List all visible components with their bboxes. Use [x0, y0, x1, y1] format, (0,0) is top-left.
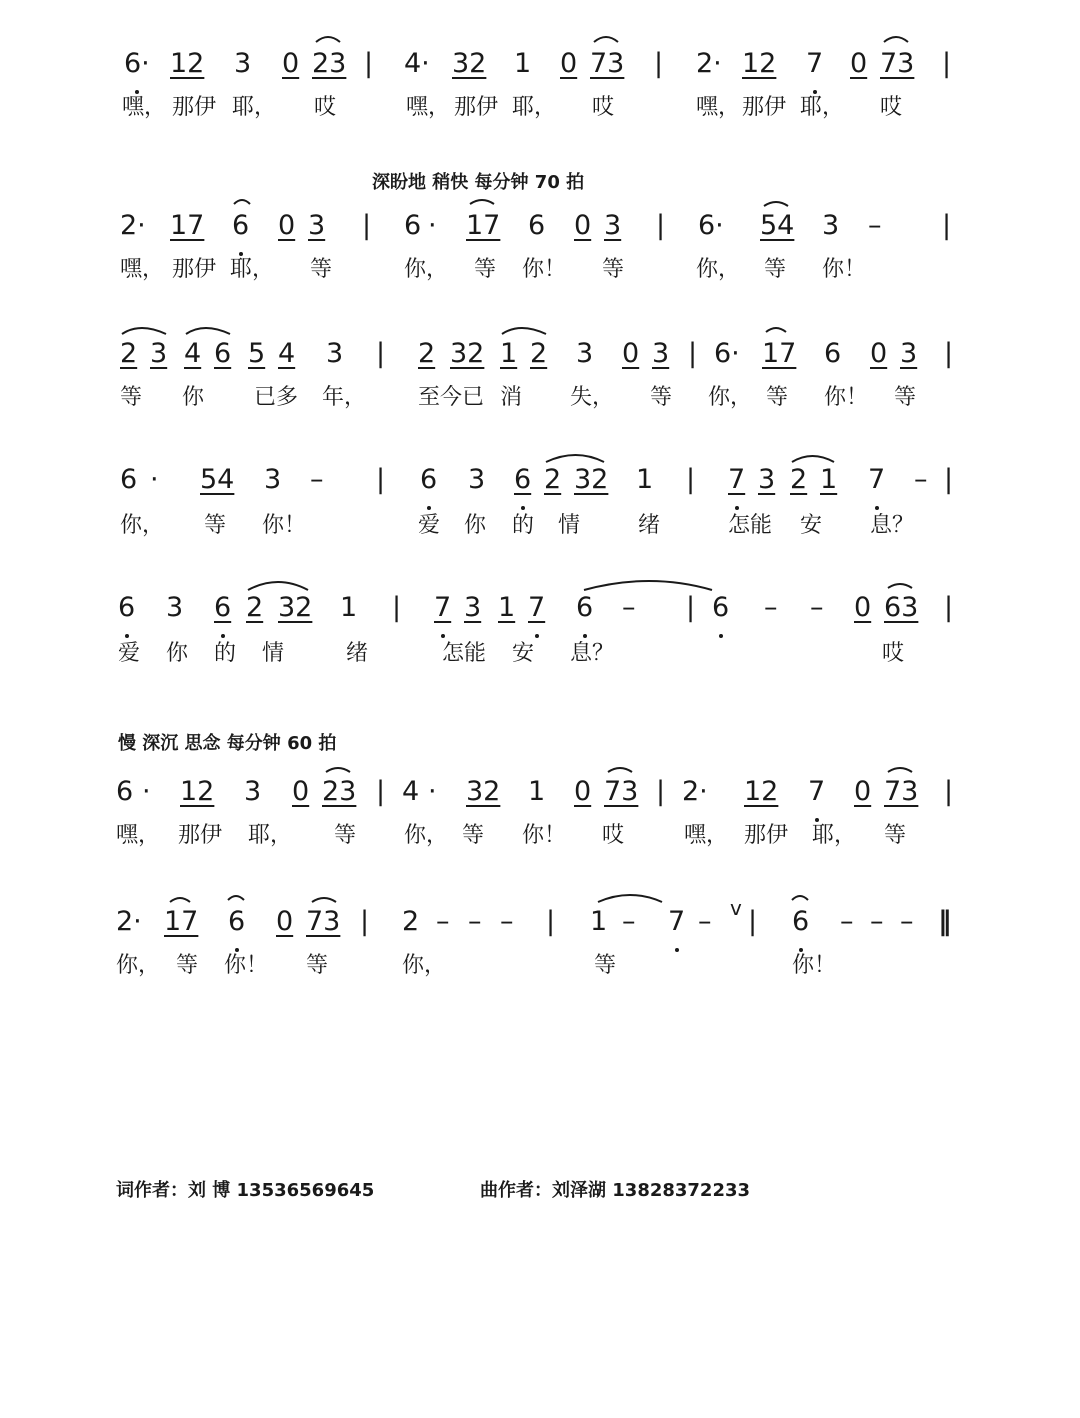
lyric: 已多 [254, 385, 299, 410]
dash: – [810, 592, 824, 623]
lyric: 等 [462, 823, 485, 848]
lyric: 你！ [792, 953, 837, 978]
note: 3 [234, 48, 252, 79]
barline: | [686, 592, 696, 623]
lyric: 息？ [570, 641, 615, 666]
lyric: 那伊 [172, 95, 217, 120]
score-system-1-notes [0, 44, 1080, 84]
note: 2 [530, 338, 548, 369]
lyric: 你 [182, 385, 205, 410]
lyric: 耶， [230, 257, 275, 282]
note: 73 [590, 48, 625, 79]
note: 6 [118, 588, 135, 628]
lyric: 等 [764, 257, 787, 282]
lyric: 等 [884, 823, 907, 848]
lyric: 你！ [224, 953, 269, 978]
lyric: 等 [306, 953, 329, 978]
dash: – [468, 906, 482, 937]
lyric: 你 [464, 513, 487, 538]
note: 3 [244, 776, 262, 807]
note: 3 [468, 464, 486, 495]
barline: | [656, 210, 666, 241]
note: 1 [528, 776, 546, 807]
note: 2· [116, 906, 142, 937]
slur-mark [884, 37, 908, 42]
note: 6· [714, 338, 740, 369]
score-system-6-notes [0, 772, 1080, 812]
fermata-mark [234, 200, 250, 204]
dash: – [622, 906, 636, 937]
note: 54 [200, 464, 235, 495]
dash: – [914, 464, 928, 495]
note: 3 [308, 210, 326, 241]
note: 17 [164, 906, 199, 937]
note: 6 [792, 902, 809, 942]
composer-credit: 曲作者：刘泽湖 13828372233 [480, 1180, 751, 1201]
note: 23 [322, 776, 357, 807]
note: 0 [282, 48, 300, 79]
note: 4 [278, 338, 296, 369]
lyric: 等 [334, 823, 357, 848]
note: 2 [418, 338, 436, 369]
note: 6 [514, 460, 531, 500]
barline: | [376, 776, 386, 807]
note: 0 [278, 210, 296, 241]
lyric: 嘿， [684, 823, 729, 848]
slur-mark [316, 37, 340, 42]
lyric: 你， [708, 385, 753, 410]
note: 3 [150, 338, 168, 369]
note: 1 [514, 48, 532, 79]
dash: – [698, 906, 712, 937]
note: 2 [402, 906, 420, 937]
note: 32 [278, 592, 313, 623]
note: 17 [170, 210, 205, 241]
lyric: 耶， [512, 95, 557, 120]
note: 7 [728, 460, 745, 500]
lyric: 怎能 [728, 513, 773, 538]
lyric: 嘿， [122, 95, 167, 120]
note: 6 [214, 588, 231, 628]
note: 12 [180, 776, 215, 807]
note: 17 [762, 338, 797, 369]
note: 7 [668, 902, 685, 942]
note: 7 [868, 460, 885, 500]
note: 0 [276, 906, 294, 937]
note: 0 [854, 592, 872, 623]
note: 7 [808, 772, 825, 812]
lyric: 耶， [232, 95, 277, 120]
note: 32 [574, 464, 609, 495]
barline: | [942, 48, 952, 79]
score-system-4-notes [0, 460, 1080, 500]
tie-mark [598, 895, 662, 902]
lyric: 的 [512, 513, 535, 538]
lyric: 嘿， [406, 95, 451, 120]
dot: · [150, 464, 159, 495]
lyric: 嘿， [120, 257, 165, 282]
note: 73 [306, 906, 341, 937]
score-system-3-notes [0, 334, 1080, 374]
score-system-2-lyrics [0, 254, 1080, 286]
lyric: 至今已 [418, 385, 485, 410]
lyric: 爱 [418, 513, 441, 538]
note: 6 [824, 338, 842, 369]
score-system-6-lyrics [0, 820, 1080, 852]
lyric: 等 [894, 385, 917, 410]
lyric: 等 [120, 385, 143, 410]
lyric: 的 [214, 641, 237, 666]
lyric: 那伊 [454, 95, 499, 120]
note: 6 [232, 206, 249, 246]
lyric: 你， [696, 257, 741, 282]
note: 3 [652, 338, 670, 369]
note: 2 [120, 338, 138, 369]
lyric: 情 [558, 513, 581, 538]
dash: – [840, 906, 854, 937]
lyric: 你！ [262, 513, 307, 538]
note: 7 [434, 588, 451, 628]
note: 3 [822, 210, 840, 241]
lyric: 等 [310, 257, 333, 282]
dash: – [310, 464, 324, 495]
lyric: 等 [176, 953, 199, 978]
score-system-7-notes [0, 896, 1080, 942]
note: 0 [574, 776, 592, 807]
lyric: 你， [404, 823, 449, 848]
note: 1 [340, 592, 358, 623]
note: 63 [884, 592, 919, 623]
barline: | [944, 776, 954, 807]
lyric: 哎 [602, 823, 625, 848]
note: 3 [576, 338, 594, 369]
note: 12 [742, 48, 777, 79]
lyric: 那伊 [742, 95, 787, 120]
dash: – [900, 906, 914, 937]
note: 73 [884, 776, 919, 807]
note: 3 [264, 464, 282, 495]
fermata-mark [792, 896, 808, 900]
note: 2 [246, 592, 264, 623]
note: 23 [312, 48, 347, 79]
note: 0 [560, 48, 578, 79]
note: 4 [184, 338, 202, 369]
lyric: 哎 [314, 95, 337, 120]
lyric: 等 [474, 257, 497, 282]
note: 1 [590, 906, 608, 937]
dash: – [500, 906, 514, 937]
barline: | [688, 338, 698, 369]
lyric: 嘿， [696, 95, 741, 120]
note: 3 [758, 464, 776, 495]
barline: | [944, 338, 954, 369]
note: 7 [806, 44, 823, 84]
note: 6· [124, 44, 150, 84]
note: 0 [574, 210, 592, 241]
lyric: 你！ [522, 257, 567, 282]
note: 73 [604, 776, 639, 807]
note: 12 [170, 48, 205, 79]
note: 2 [790, 464, 808, 495]
note: 6 [116, 776, 134, 807]
lyric: 哎 [592, 95, 615, 120]
score-system-2-notes [0, 206, 1080, 246]
note: 2· [696, 48, 722, 79]
note: 73 [880, 48, 915, 79]
dash: – [436, 906, 450, 937]
lyric: 那伊 [744, 823, 789, 848]
note: 3 [604, 210, 622, 241]
dash: – [870, 906, 884, 937]
lyric: 消 [500, 385, 523, 410]
fermata-mark [228, 896, 244, 900]
score-system-7-lyrics [0, 950, 1080, 982]
slur-mark [766, 328, 786, 332]
lyric: 你， [402, 953, 447, 978]
note: 17 [466, 210, 501, 241]
dash: – [622, 592, 636, 623]
barline: | [362, 210, 372, 241]
note: 6 [404, 210, 422, 241]
lyric: 你！ [822, 257, 867, 282]
note: 6· [698, 210, 724, 241]
note: 3 [900, 338, 918, 369]
lyricist-credit: 词作者：刘 博 13536569645 [116, 1180, 375, 1201]
score-system-4-lyrics [0, 510, 1080, 542]
note: 32 [452, 48, 487, 79]
score-system-5-lyrics [0, 638, 1080, 670]
lyric: 等 [602, 257, 625, 282]
note: 1 [500, 338, 518, 369]
lyric: 你！ [824, 385, 869, 410]
note: 4 [402, 776, 420, 807]
final-barline: ‖ [938, 906, 952, 937]
barline: | [942, 210, 952, 241]
lyric: 绪 [346, 641, 369, 666]
note: 6 [120, 464, 138, 495]
note: 1 [498, 592, 516, 623]
note: 1 [820, 464, 838, 495]
note: 6 [228, 902, 245, 942]
score-system-3-lyrics [0, 382, 1080, 414]
lyric: 情 [262, 641, 285, 666]
dot: · [428, 210, 437, 241]
barline: | [944, 464, 954, 495]
note: 2· [120, 210, 146, 241]
note: 6 [214, 338, 232, 369]
barline: | [364, 48, 374, 79]
note: 0 [870, 338, 888, 369]
barline: | [748, 906, 758, 937]
lyric: 等 [650, 385, 673, 410]
slur-mark [594, 37, 618, 42]
note: 5 [248, 338, 266, 369]
note: 32 [466, 776, 501, 807]
note: 3 [166, 592, 184, 623]
lyric: 安 [800, 513, 823, 538]
lyric: 你 [166, 641, 189, 666]
lyric: 哎 [880, 95, 903, 120]
lyric: 你！ [522, 823, 567, 848]
lyric: 绪 [638, 513, 661, 538]
lyric: 失， [570, 385, 615, 410]
note: 0 [854, 776, 872, 807]
note: 0 [850, 48, 868, 79]
note: 12 [744, 776, 779, 807]
tempo-marking: 慢 深沉 思念 每分钟 60 拍 [118, 733, 337, 754]
dash: – [868, 210, 882, 241]
note: 3 [326, 338, 344, 369]
barline: | [654, 48, 664, 79]
breath-mark: v [730, 896, 742, 920]
barline: | [376, 338, 386, 369]
barline: | [944, 592, 954, 623]
lyric: 你， [120, 513, 165, 538]
barline: | [546, 906, 556, 937]
barline: | [376, 464, 386, 495]
barline: | [360, 906, 370, 937]
lyric: 你， [404, 257, 449, 282]
note: 32 [450, 338, 485, 369]
barline: | [392, 592, 402, 623]
slur-mark [470, 200, 494, 204]
barline: | [686, 464, 696, 495]
dot: · [142, 776, 151, 807]
note: 0 [292, 776, 310, 807]
note: 1 [636, 464, 654, 495]
lyric: 耶， [812, 823, 857, 848]
note: 6 [420, 460, 437, 500]
note: 4· [404, 48, 430, 79]
note: 3 [464, 592, 482, 623]
score-system-5-notes [0, 588, 1080, 628]
lyric: 息？ [870, 513, 915, 538]
note: 54 [760, 210, 795, 241]
lyric: 那伊 [178, 823, 223, 848]
lyric: 耶， [800, 95, 845, 120]
score-system-1-lyrics [0, 92, 1080, 124]
note: 0 [622, 338, 640, 369]
lyric: 耶， [248, 823, 293, 848]
dot: · [428, 776, 437, 807]
barline: | [656, 776, 666, 807]
lyric: 等 [204, 513, 227, 538]
lyric: 那伊 [172, 257, 217, 282]
lyric: 嘿， [116, 823, 161, 848]
note: 2 [544, 464, 562, 495]
lyric: 哎 [882, 641, 905, 666]
lyric: 爱 [118, 641, 141, 666]
lyric: 等 [594, 953, 617, 978]
lyric: 年， [322, 385, 367, 410]
note: 6 [528, 210, 546, 241]
note: 6 [712, 588, 729, 628]
lyric: 等 [766, 385, 789, 410]
note: 6 [576, 588, 593, 628]
lyric: 安 [512, 641, 535, 666]
note: 2· [682, 776, 708, 807]
lyric: 你， [116, 953, 161, 978]
note: 7 [528, 588, 545, 628]
dash: – [764, 592, 778, 623]
lyric: 怎能 [442, 641, 487, 666]
tempo-marking: 深盼地 稍快 每分钟 70 拍 [372, 172, 585, 193]
